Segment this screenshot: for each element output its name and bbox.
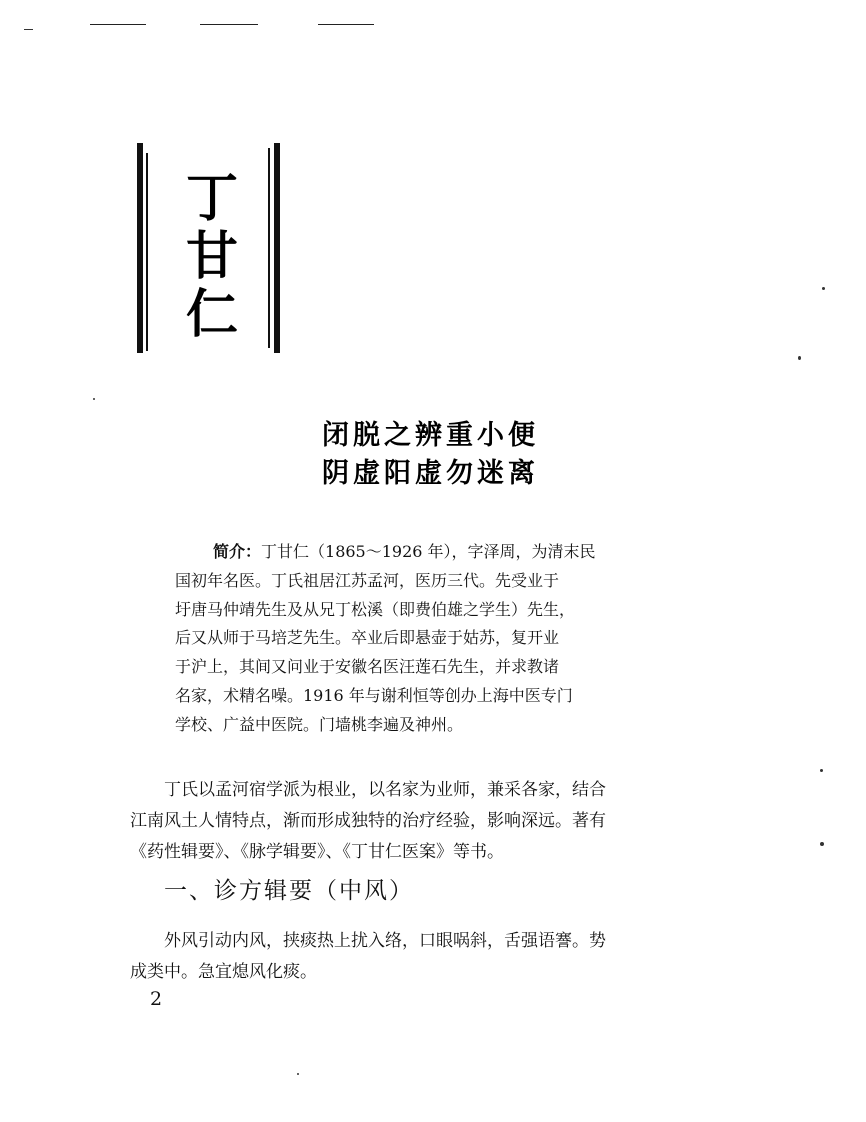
intro-line: 圩唐马仲靖先生及从兄丁松溪（即费伯雄之学生）先生， xyxy=(175,599,576,619)
scan-speck xyxy=(822,287,825,290)
intro-line: 名家，术精名噪。1916 年与谢利恒等创办上海中医专门 xyxy=(175,685,573,705)
header-rule-1 xyxy=(90,24,146,25)
body-line: 《药性辑要》、《脉学辑要》、《丁甘仁医案》等书。 xyxy=(130,842,504,862)
intro-line: 于沪上，其间又问业于安徽名医汪莲石先生，并求教诸 xyxy=(175,657,560,677)
section-line: 成类中。急宜熄风化痰。 xyxy=(130,962,317,982)
title-char: 丁 xyxy=(185,169,238,229)
body-line: 江南风土人情特点，渐而形成独特的治疗经验，影响深远。著有 xyxy=(130,811,606,831)
section-line: 外风引动内风，挟痰热上扰入络，口眼㖞斜，舌强语謇。势 xyxy=(164,931,606,951)
intro-block xyxy=(175,538,695,740)
intro-label: 简介： xyxy=(213,542,262,561)
body-paragraph xyxy=(130,775,750,868)
frame-left-thick xyxy=(137,143,143,353)
title-char: 仁 xyxy=(185,285,238,345)
scan-speck xyxy=(820,842,824,846)
section-heading: 一、诊方辑要（中风） xyxy=(164,878,414,904)
intro-line: 国初年名医。丁氏祖居江苏孟河，医历三代。先受业于 xyxy=(175,570,560,590)
header-rule-2 xyxy=(200,24,258,25)
header-rule-3 xyxy=(318,24,374,25)
scan-speck xyxy=(93,398,95,400)
intro-line: 后又从师于马培芝先生。卒业后即悬壶于姑苏，复开业 xyxy=(175,628,560,648)
scan-speck xyxy=(820,769,823,772)
body-line: 丁氏以孟河宿学派为根业，以名家为业师，兼采各家，结合 xyxy=(164,780,606,800)
subtitle-line-2: 阴虚阳虚勿迷离 xyxy=(322,458,539,489)
frame-right-thick xyxy=(274,143,280,353)
subtitle-line-1: 闭脱之辨重小便 xyxy=(322,420,539,451)
scan-speck xyxy=(297,1073,299,1075)
intro-line: 学校、广益中医院。门墙桃李遍及神州。 xyxy=(175,714,464,734)
scan-speck xyxy=(798,356,801,360)
chapter-title xyxy=(181,170,243,344)
scan-mark xyxy=(24,29,33,30)
title-char: 甘 xyxy=(185,227,238,287)
frame-right-thin xyxy=(268,148,270,348)
frame-left-thin xyxy=(146,153,148,351)
intro-line: 简介：丁甘仁（1865～1926 年），字泽周，为清末民 xyxy=(213,542,596,561)
section-paragraph xyxy=(130,926,750,988)
page-number: 2 xyxy=(150,988,163,1010)
